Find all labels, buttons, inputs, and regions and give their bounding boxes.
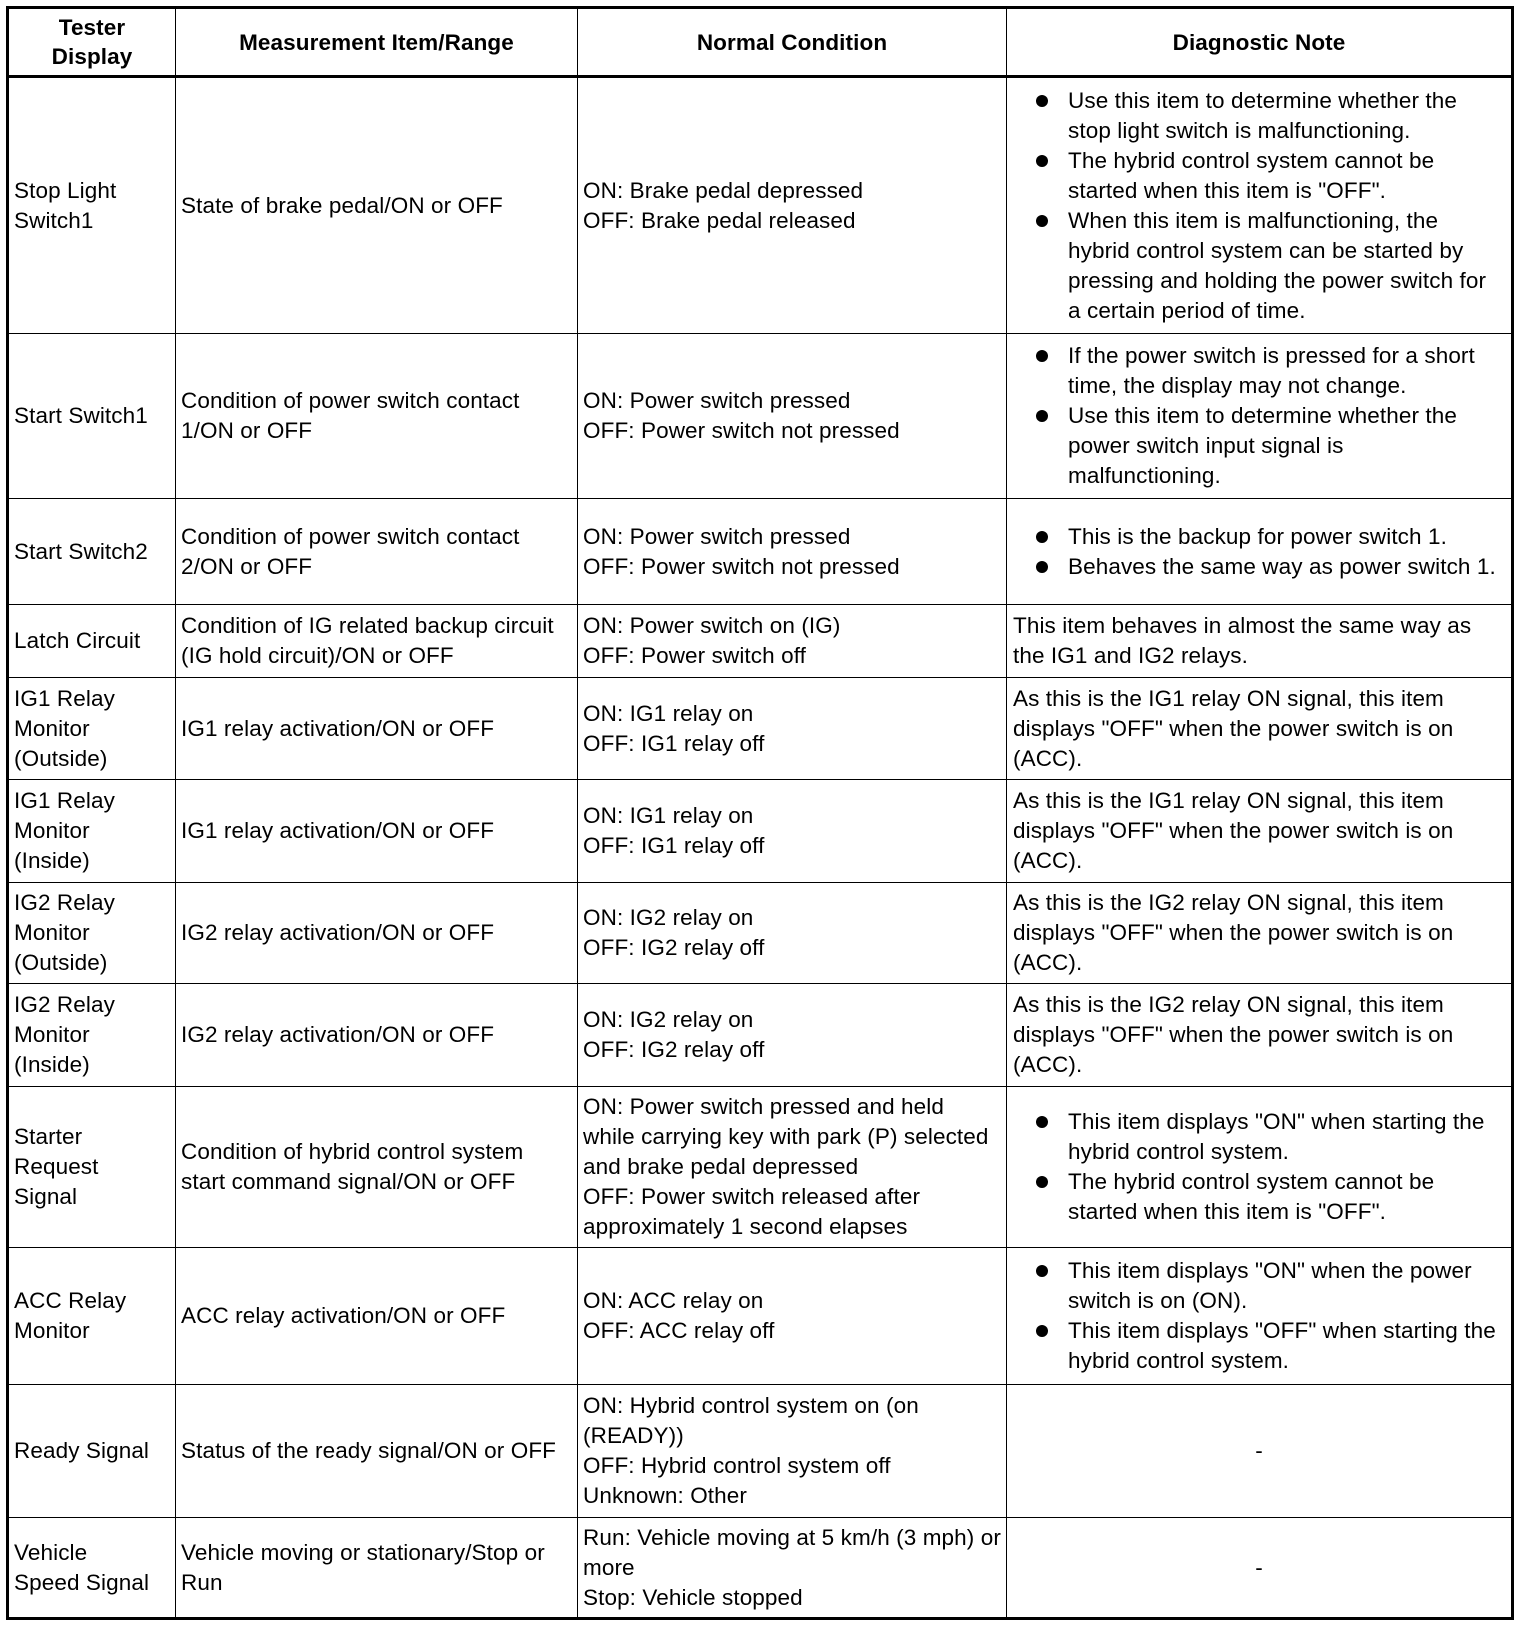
header-tester-display-line: Tester <box>58 15 126 40</box>
diagnostic-note-cell: - <box>1007 1385 1513 1518</box>
diagnostic-note-text: This item displays "ON" when starting the hybrid control system. <box>1068 1109 1485 1164</box>
normal-condition-cell <box>578 1518 1007 1619</box>
tester-display-line: Ready Signal <box>14 1438 150 1463</box>
measurement-cell: Condition of power switch contact 1/ON or OFF <box>176 334 578 499</box>
normal-condition-line: OFF: IG1 relay off <box>583 730 765 756</box>
normal-condition-line: OFF: Power switch not pressed <box>583 553 900 579</box>
tester-display-line: ACC Relay <box>14 1288 127 1313</box>
tester-display-line: Monitor <box>14 1318 90 1343</box>
measurement-cell: Vehicle moving or stationary/Stop or Run <box>176 1518 578 1619</box>
tester-display-line: Start Switch2 <box>14 538 148 564</box>
normal-condition-cell <box>578 883 1007 984</box>
diagnostic-note-cell: As this is the IG2 relay ON signal, this item displays "OFF" when the power switch is on (ACC). <box>1007 883 1513 984</box>
diagnostic-note-text: Behaves the same way as power switch 1. <box>1068 553 1496 579</box>
tester-display-line: Latch Circuit <box>14 628 141 653</box>
tester-display-cell <box>8 1518 176 1619</box>
normal-condition-line: ON: Power switch on (IG) <box>583 613 841 638</box>
bullet-icon <box>1036 1176 1048 1188</box>
normal-condition-line: ON: ACC relay on <box>583 1288 764 1313</box>
tester-display-line: Starter <box>14 1124 83 1149</box>
normal-condition-line: ON: Brake pedal depressed <box>583 177 864 203</box>
diagnostic-note-item <box>1012 401 1506 491</box>
table-row <box>8 499 1513 605</box>
normal-condition-line: OFF: Brake pedal released <box>583 207 856 233</box>
header-measurement: Measurement Item/Range <box>176 8 578 77</box>
diagnostic-note-item <box>1012 1256 1506 1316</box>
diagnostic-note-item <box>1012 341 1506 401</box>
tester-display-line: Monitor <box>14 1022 90 1047</box>
normal-condition-line: ON: Power switch pressed <box>583 523 851 549</box>
tester-display-line: Speed Signal <box>14 1569 150 1595</box>
diagnostic-note-cell <box>1007 334 1513 499</box>
diagnostic-note-list <box>1012 341 1506 491</box>
measurement-cell: IG2 relay activation/ON or OFF <box>176 984 578 1087</box>
table-row <box>8 984 1513 1087</box>
diagnostic-note-item <box>1012 146 1506 206</box>
normal-condition-line: OFF: IG1 relay off <box>583 833 765 858</box>
normal-condition-line: OFF: Power switch off <box>583 643 806 668</box>
diagnostic-note-text: The hybrid control system cannot be started when this item is "OFF". <box>1068 1169 1435 1224</box>
tester-display-line: Stop Light <box>14 177 117 203</box>
normal-condition-line: OFF: Hybrid control system off <box>583 1453 891 1478</box>
normal-condition-cell <box>578 334 1007 499</box>
bullet-icon <box>1036 410 1048 422</box>
diagnostic-note-text: If the power switch is pressed for a short time, the display may not change. <box>1068 343 1475 398</box>
table-row <box>8 1518 1513 1619</box>
normal-condition-line: OFF: Power switch not pressed <box>583 418 900 443</box>
header-tester-display-line: Display <box>51 44 133 69</box>
diagnostic-note-list <box>1012 1256 1506 1376</box>
header-diagnostic-note: Diagnostic Note <box>1007 8 1513 77</box>
diagnostic-note-text: This is the backup for power switch 1. <box>1068 523 1447 549</box>
diagnostic-note-text: Use this item to determine whether the stop light switch is malfunctioning. <box>1068 87 1457 143</box>
diagnostic-note-cell: This item behaves in almost the same way as the IG1 and IG2 relays. <box>1007 605 1513 678</box>
normal-condition-line: Run: Vehicle moving at 5 km/h (3 mph) or more <box>583 1524 1001 1580</box>
normal-condition-line: ON: IG1 relay on <box>583 700 754 726</box>
table-row <box>8 883 1513 984</box>
normal-condition-cell <box>578 678 1007 780</box>
diagnostic-note-item <box>1012 1316 1506 1376</box>
tester-display-line: Switch1 <box>14 207 94 233</box>
measurement-cell: Condition of power switch contact 2/ON or OFF <box>176 499 578 605</box>
tester-display-cell <box>8 780 176 883</box>
measurement-cell: Condition of hybrid control system start command signal/ON or OFF <box>176 1087 578 1248</box>
tester-display-cell <box>8 1248 176 1385</box>
bullet-icon <box>1036 350 1048 362</box>
bullet-icon <box>1036 155 1048 167</box>
diagnostic-note-cell: - <box>1007 1518 1513 1619</box>
tester-display-line: Signal <box>14 1184 78 1209</box>
bullet-icon <box>1036 561 1048 573</box>
normal-condition-line: ON: Hybrid control system on (on (READY)) <box>583 1393 919 1448</box>
normal-condition-line: ON: Power switch pressed and held while carrying key with park (P) selected and brake pedal depressed <box>583 1094 989 1179</box>
normal-condition-line: OFF: IG2 relay off <box>583 1037 765 1062</box>
tester-display-line: IG1 Relay <box>14 685 115 711</box>
tester-display-cell <box>8 1385 176 1518</box>
normal-condition-cell <box>578 605 1007 678</box>
diagnostic-note-cell <box>1007 499 1513 605</box>
diagnostic-note-list <box>1012 86 1506 326</box>
bullet-icon <box>1036 1116 1048 1128</box>
normal-condition-cell <box>578 780 1007 883</box>
table-row <box>8 678 1513 780</box>
tester-display-cell <box>8 678 176 780</box>
bullet-icon <box>1036 1265 1048 1277</box>
bullet-icon <box>1036 1325 1048 1337</box>
tester-display-line: Monitor <box>14 920 90 945</box>
measurement-cell: Condition of IG related backup circuit (IG hold circuit)/ON or OFF <box>176 605 578 678</box>
normal-condition-line: ON: IG2 relay on <box>583 905 754 930</box>
normal-condition-line: ON: IG2 relay on <box>583 1007 754 1032</box>
diagnostic-note-cell <box>1007 1087 1513 1248</box>
data-list-table <box>6 6 1514 1620</box>
tester-display-line: Monitor <box>14 818 90 843</box>
measurement-cell: Status of the ready signal/ON or OFF <box>176 1385 578 1518</box>
tester-display-line: Start Switch1 <box>14 403 148 428</box>
diagnostic-note-item <box>1012 86 1506 146</box>
tester-display-line: IG2 Relay <box>14 890 115 915</box>
diagnostic-note-item <box>1012 1167 1506 1227</box>
normal-condition-line: OFF: Power switch released after approximately 1 second elapses <box>583 1184 921 1239</box>
diagnostic-note-text: The hybrid control system cannot be started when this item is "OFF". <box>1068 147 1435 203</box>
measurement-cell: IG1 relay activation/ON or OFF <box>176 780 578 883</box>
diagnostic-note-item <box>1012 1107 1506 1167</box>
bullet-icon <box>1036 95 1048 107</box>
tester-display-cell <box>8 883 176 984</box>
normal-condition-line: OFF: IG2 relay off <box>583 935 765 960</box>
diagnostic-note-item <box>1012 206 1506 326</box>
tester-display-cell <box>8 334 176 499</box>
normal-condition-cell <box>578 1087 1007 1248</box>
measurement-cell: ACC relay activation/ON or OFF <box>176 1248 578 1385</box>
header-normal-condition: Normal Condition <box>578 8 1007 77</box>
normal-condition-line: ON: Power switch pressed <box>583 388 851 413</box>
header-row <box>8 8 1513 77</box>
normal-condition-cell <box>578 1385 1007 1518</box>
tester-display-line: (Inside) <box>14 1052 90 1077</box>
normal-condition-line: Stop: Vehicle stopped <box>583 1584 803 1610</box>
measurement-cell: IG1 relay activation/ON or OFF <box>176 678 578 780</box>
tester-display-line: Vehicle <box>14 1539 88 1565</box>
normal-condition-cell <box>578 984 1007 1087</box>
diagnostic-note-item <box>1012 552 1506 582</box>
normal-condition-cell <box>578 499 1007 605</box>
bullet-icon <box>1036 215 1048 227</box>
diagnostic-note-cell: As this is the IG2 relay ON signal, this item displays "OFF" when the power switch is on (ACC). <box>1007 984 1513 1087</box>
measurement-cell: State of brake pedal/ON or OFF <box>176 77 578 334</box>
diagnostic-note-list <box>1012 1107 1506 1227</box>
diagnostic-note-cell <box>1007 1248 1513 1385</box>
tester-display-cell <box>8 499 176 605</box>
tester-display-line: IG2 Relay <box>14 992 115 1017</box>
table-row <box>8 77 1513 334</box>
diagnostic-note-text: When this item is malfunctioning, the hybrid control system can be started by pressing and holding the power switch for a certain period of time. <box>1068 207 1487 323</box>
normal-condition-line: ON: IG1 relay on <box>583 803 754 828</box>
diagnostic-note-item <box>1012 522 1506 552</box>
bullet-icon <box>1036 531 1048 543</box>
tester-display-line: IG1 Relay <box>14 788 115 813</box>
normal-condition-cell <box>578 1248 1007 1385</box>
tester-display-cell <box>8 1087 176 1248</box>
normal-condition-cell <box>578 77 1007 334</box>
tester-display-line: Monitor <box>14 715 90 741</box>
tester-display-cell <box>8 77 176 334</box>
diagnostic-note-list <box>1012 522 1506 582</box>
tester-display-line: (Outside) <box>14 745 108 771</box>
table-row <box>8 334 1513 499</box>
normal-condition-line: OFF: ACC relay off <box>583 1318 775 1343</box>
measurement-cell: IG2 relay activation/ON or OFF <box>176 883 578 984</box>
tester-display-cell <box>8 605 176 678</box>
diagnostic-note-cell: As this is the IG1 relay ON signal, this item displays "OFF" when the power switch is on (ACC). <box>1007 678 1513 780</box>
tester-display-line: Request <box>14 1154 99 1179</box>
tester-display-line: (Inside) <box>14 848 90 873</box>
diagnostic-note-cell: As this is the IG1 relay ON signal, this item displays "OFF" when the power switch is on (ACC). <box>1007 780 1513 883</box>
table-row <box>8 1248 1513 1385</box>
tester-display-line: (Outside) <box>14 950 108 975</box>
diagnostic-note-text: Use this item to determine whether the power switch input signal is malfunctioning. <box>1068 403 1457 488</box>
header-tester-display <box>8 8 176 77</box>
table-row <box>8 1087 1513 1248</box>
tester-display-cell <box>8 984 176 1087</box>
table-row <box>8 780 1513 883</box>
diagnostic-note-text: This item displays "OFF" when starting the hybrid control system. <box>1068 1318 1496 1373</box>
diagnostic-note-text: This item displays "ON" when the power switch is on (ON). <box>1068 1258 1472 1313</box>
diagnostic-note-cell <box>1007 77 1513 334</box>
normal-condition-line: Unknown: Other <box>583 1483 747 1508</box>
table-row <box>8 1385 1513 1518</box>
table-row <box>8 605 1513 678</box>
